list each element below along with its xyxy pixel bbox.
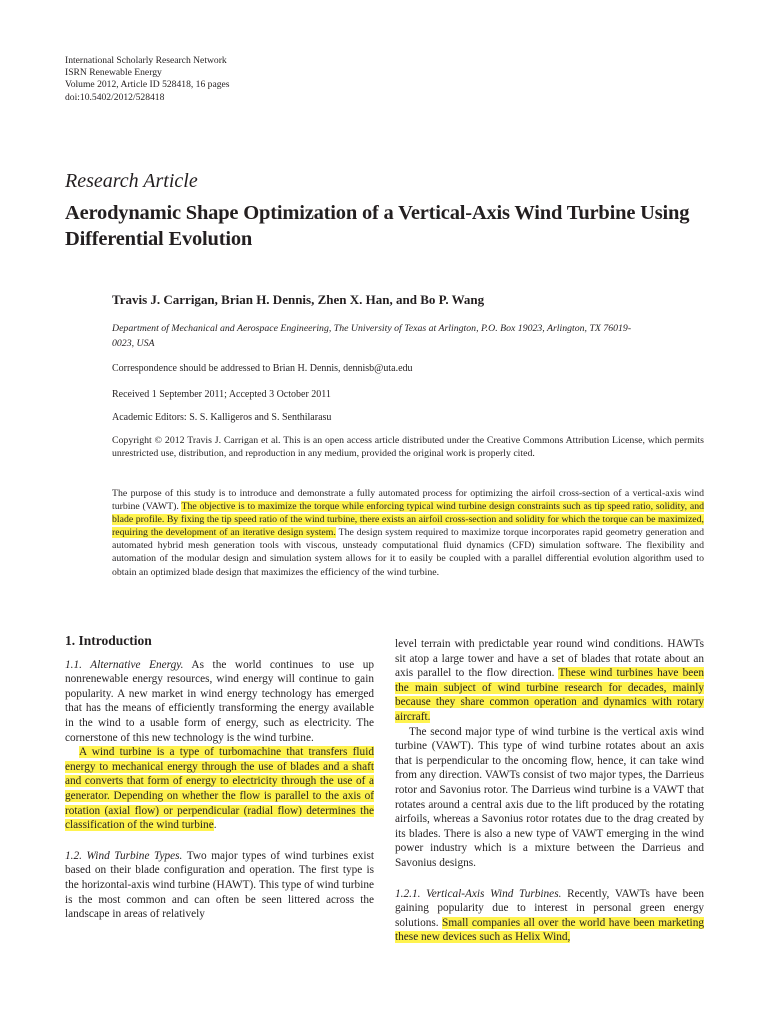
abstract-part2: The design system required to maximize torque incorporates rapid geometry generation and automated hybrid mesh generation tools with viscous, unsteady computational fluid dynamics (CFD) simulation software. The flexibility and automation of the modular design and simulation system allows for it to easily be coupled with a parallel differential evolution algorithm used to obtain an optimized blade design that maximizes the efficiency of the wind turbine. xyxy=(112,527,704,578)
highlighted-text: A wind turbine is a type of turbomachine that transfers fluid energy to mechanical energy through the use of blades and a shaft and converts that form of energy to electricity through the use of a generator. Depending on whether the flow is parallel to the axis of rotation (axial flow) or perpendicular (radial flow) determines the classification of the wind turbine xyxy=(65,746,374,832)
highlighted-text: Small companies all over the world have been marketing these new devices such as Helix Wind, xyxy=(395,916,704,944)
section-heading-introduction: 1. Introduction xyxy=(65,633,152,648)
left-column xyxy=(65,634,374,922)
paragraph-wind-turbine xyxy=(65,745,374,833)
paragraph-text: Two major types of wind turbines exist based on their blade configuration and operation. The first type is the horizontal-axis wind turbine (HAWT). This type of wind turbine is the most common and can often be seen littered across the landscape in areas of relatively xyxy=(65,849,374,921)
paragraph-alternative-energy xyxy=(65,658,374,746)
paragraph-text: . xyxy=(213,819,217,832)
subsection-title: 1.1. Alternative Energy. xyxy=(65,658,184,671)
subsection-title: 1.2.1. Vertical-Axis Wind Turbines. xyxy=(395,887,562,900)
paragraph-vertical-axis xyxy=(395,887,704,945)
correspondence xyxy=(112,362,413,375)
correspondence-prefix: Correspondence should be addressed to Brian H. Dennis, xyxy=(112,363,344,374)
journal-header xyxy=(65,55,230,104)
paragraph-wind-turbine-types xyxy=(65,849,374,922)
journal-volume: Volume 2012, Article ID 528418, 16 pages xyxy=(65,79,230,91)
paragraph-hawt xyxy=(395,637,704,725)
journal-publisher: International Scholarly Research Network xyxy=(65,55,227,66)
highlighted-text: These wind turbines have been the main subject of wind turbine research for decades, mainly because they share common operation and dynamics with rotary aircraft. xyxy=(395,667,704,723)
abstract-highlight: The objective is to maximize the torque while enforcing typical wind turbine design constraints such as tip speed ratio, solidity, and blade profile. By fixing the tip speed ratio of the wind turbine, there exists an airfoil cross-section and solidity for which the torque can be maximized, requiring the development of an iterative design system. xyxy=(112,501,704,539)
paragraph-vawt: The second major type of wind turbine is the vertical axis wind turbine (VAWT). This type of wind turbine rotates about an axis that is perpendicular to the oncoming flow, hence, it can take wind from any direction. VAWTs consist of two major types, the Darrieus rotor and Savonius rotor. The Darrieus wind turbine is a VAWT that rotates around a central axis due to the lift produced by the rotating airfoils, whereas a Savonius rotor rotates due to the drag created by its blades. There is also a new type of VAWT emerging in the wind power industry which is a mixture between the Darrieus and Savonius designs. xyxy=(395,725,704,869)
article-type: Research Article xyxy=(65,170,198,192)
paragraph-text: level terrain with predictable year round wind conditions. HAWTs sit atop a large tower and have a set of blades that rotate about an axis parallel to the flow direction. xyxy=(395,638,704,680)
journal-doi: doi:10.5402/2012/528418 xyxy=(65,91,165,103)
subsection-title: 1.2. Wind Turbine Types. xyxy=(65,849,183,862)
copyright: Copyright © 2012 Travis J. Carrigan et al. This is an open access article distributed under the Creative Commons Attribution License, which permits unrestricted use, distribution, and reproduction in any medium, provided the original work is properly cited. xyxy=(112,435,704,460)
paragraph-text: As the world continues to use up nonrenewable energy resources, wind energy will continue to gain popularity. A new market in wind energy technology has emerged that has the means of efficiently transforming the energy available in the wind to a usable form of energy, such as electricity. The cornerstone of this new technology is the wind turbine. xyxy=(65,658,375,744)
right-column xyxy=(395,637,704,945)
abstract xyxy=(112,487,704,579)
academic-editors: Academic Editors: S. S. Kalligeros and S. Senthilarasu xyxy=(112,412,332,423)
authors: Travis J. Carrigan, Brian H. Dennis, Zhen X. Han, and Bo P. Wang xyxy=(112,292,485,307)
journal-name: ISRN Renewable Energy xyxy=(65,67,162,79)
article-title: Aerodynamic Shape Optimization of a Vertical-Axis Wind Turbine Using Differential Evolution xyxy=(65,202,690,250)
abstract-part1: The purpose of this study is to introduce and demonstrate a fully automated process for optimizing the airfoil cross-section of a vertical-axis wind turbine (VAWT). xyxy=(112,488,704,513)
paragraph-text: Recently, VAWTs have been gaining popularity due to interest in personal green energy solutions. xyxy=(395,887,704,929)
received-dates: Received 1 September 2011; Accepted 3 October 2011 xyxy=(112,389,331,400)
affiliation: Department of Mechanical and Aerospace Engineering, The University of Texas at Arlington, P.O. Box 19023, Arlington, TX 76019-0023, USA xyxy=(112,323,632,349)
correspondence-email[interactable]: dennisb@uta.edu xyxy=(343,363,413,374)
